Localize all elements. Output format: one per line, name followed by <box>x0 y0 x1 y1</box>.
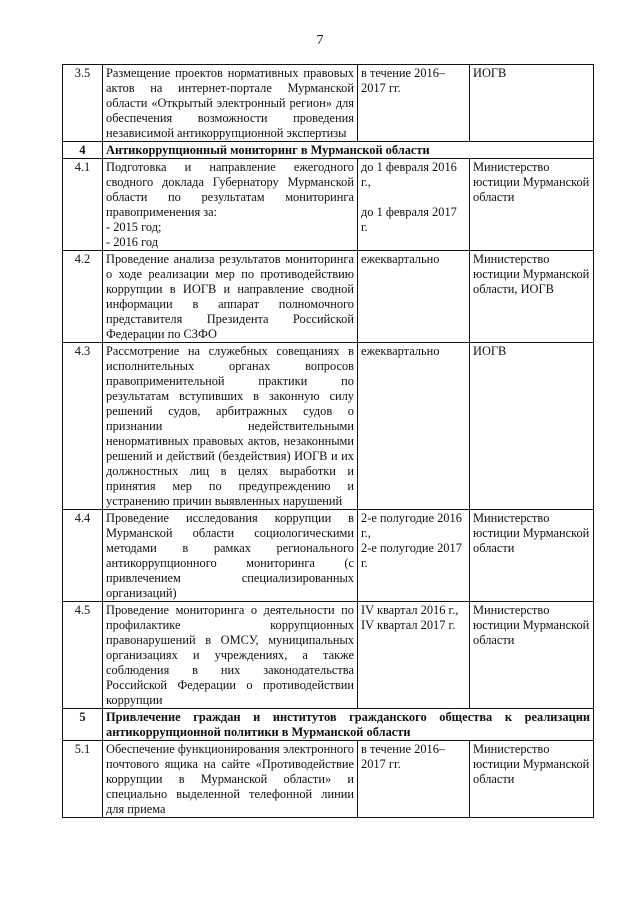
deadline-text: в течение 2016–2017 гг. <box>361 66 446 95</box>
table-row <box>63 602 594 709</box>
measure-description: Проведение мониторинга о деятельности по профилактике коррупционных правонарушений в ОМСУ, муниципальных организациях и учреждениях, а также соблюдения в них законодательства Российской Федерации о противодействии коррупции <box>103 602 358 709</box>
measure-description: Проведение исследования коррупции в Мурманской области социологическими методами в рамках регионального антикоррупционного мониторинга (с привлечением специализированных организаций) <box>103 510 358 602</box>
measure-description-cell <box>103 159 358 251</box>
executor-cell: Министерство юстиции Мурманской области <box>470 602 594 709</box>
row-number: 4.1 <box>63 159 103 251</box>
row-number: 3.5 <box>63 65 103 142</box>
deadline-text: IV квартал 2016 г., <box>361 603 459 617</box>
measure-description: Размещение проектов нормативных правовых актов на интернет-портале Мурманской области «Открытый электронный регион» для обеспечения возможности проведения независимой антикоррупционной экспертизы <box>103 65 358 142</box>
deadline-text: 2-е полугодие 2016 г., <box>361 511 462 540</box>
section-title: Привлечение граждан и институтов гражданского общества к реализации антикоррупционной политики в Мурманской области <box>103 709 594 741</box>
description-list-item: - 2015 год; <box>106 220 162 234</box>
deadline-cell <box>358 741 470 818</box>
deadline-text: в течение 2016–2017 гг. <box>361 742 446 771</box>
row-number: 4.2 <box>63 251 103 343</box>
row-number: 4.3 <box>63 343 103 510</box>
page-number: 7 <box>316 33 324 48</box>
deadline-cell <box>358 602 470 709</box>
table-row <box>63 741 594 818</box>
deadline-text: до 1 февраля 2016 г., <box>361 160 457 189</box>
measure-description: Обеспечение функционирования электронного почтового ящика на сайте «Противодействие коррупции в Мурманской области» и специально выделенной телефонной линии для приема <box>103 741 358 818</box>
deadline-text: ежеквартально <box>361 344 440 358</box>
executor-cell: Министерство юстиции Мурманской области <box>470 741 594 818</box>
section-number: 5 <box>63 709 103 741</box>
deadline-text: IV квартал 2017 г. <box>361 618 456 632</box>
executor-cell: ИОГВ <box>470 343 594 510</box>
deadline-cell <box>358 251 470 343</box>
section-title: Антикоррупционный мониторинг в Мурманской области <box>103 142 594 159</box>
table-row <box>63 251 594 343</box>
table-row <box>63 159 594 251</box>
deadline-cell <box>358 159 470 251</box>
row-number: 4.4 <box>63 510 103 602</box>
deadline-cell <box>358 510 470 602</box>
executor-cell: Министерство юстиции Мурманской области <box>470 510 594 602</box>
measure-description: Подготовка и направление ежегодного сводного доклада Губернатору Мурманской области по результатам мониторинга правоприменения за: <box>106 160 354 219</box>
table-row <box>63 343 594 510</box>
executor-cell: Министерство юстиции Мурманской области <box>470 159 594 251</box>
row-number: 5.1 <box>63 741 103 818</box>
action-plan-table <box>62 64 594 818</box>
measure-description: Проведение анализа результатов мониторинга о ходе реализации мер по противодействию коррупции в ИОГВ и направление сводной информации в аппарат полномочного представителя Президента Российской Федерации по СЗФО <box>103 251 358 343</box>
row-number: 4.5 <box>63 602 103 709</box>
deadline-cell <box>358 343 470 510</box>
table-row <box>63 65 594 142</box>
description-list-item: - 2016 год <box>106 235 159 249</box>
executor-cell: ИОГВ <box>470 65 594 142</box>
measure-description: Рассмотрение на служебных совещаниях в исполнительных органах вопросов правоприменительной практики по результатам вступивших в законную силу решений судов, арбитражных судов о признании недействительными ненормативных правовых актов, незаконными решений и действий (бездействия) ИОГВ и их должностных лиц в целях выработки и принятия мер по предупреждению и устранению причин выявленных нарушений <box>103 343 358 510</box>
executor-cell: Министерство юстиции Мурманской области, ИОГВ <box>470 251 594 343</box>
deadline-cell <box>358 65 470 142</box>
deadline-spacer <box>361 190 466 205</box>
deadline-text: до 1 февраля 2017 г. <box>361 205 457 234</box>
section-header-row <box>63 709 594 741</box>
section-number: 4 <box>63 142 103 159</box>
section-header-row <box>63 142 594 159</box>
table-row <box>63 510 594 602</box>
deadline-text: ежеквартально <box>361 252 440 266</box>
deadline-text: 2-е полугодие 2017 г. <box>361 541 462 570</box>
